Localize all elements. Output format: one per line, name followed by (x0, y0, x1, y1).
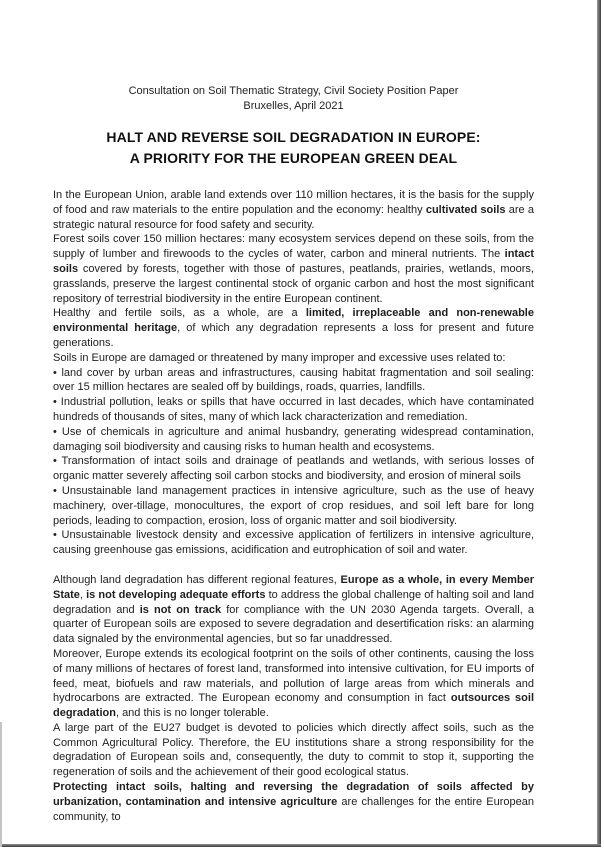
text-run: • Transformation of intact soils and drainage of peatlands and wetlands, with serious losses of organic matter severely affecting soil carbon stocks and biodiversity, and erosion of mineral soils (53, 455, 534, 483)
document-header (53, 84, 534, 114)
header-line-1: Consultation on Soil Thematic Strategy, Civil Society Position Paper (128, 85, 459, 97)
text-run: • land cover by urban areas and infrastructures, causing habitat fragmentation and soil sealing: over 15 million hectares are sealed off by buildings, roads, quarries, landfills. (53, 366, 534, 394)
bold-text-run: outsources soil degradation (53, 692, 535, 720)
text-run: • Unsustainable land management practices in intensive agriculture, such as the use of heavy machinery, over-tillage, monocultures, the export of crop residues, and soil left bare for long periods, leading to compaction, erosion, loss of organic matter and soil biodiversity. (53, 484, 534, 527)
text-run: • Use of chemicals in agriculture and animal husbandry, generating widespread contamination, damaging soil biodiversity and causing risks to human health and ecosystems. (53, 425, 534, 453)
page-content (53, 0, 534, 824)
page-edge-bottom (2, 844, 601, 847)
paragraph (53, 188, 534, 232)
title-line-1: HALT AND REVERSE SOIL DEGRADATION IN EUROPE: (106, 129, 481, 145)
text-run: • Industrial pollution, leaks or spills that have occurred in last decades, which have contaminated hundreds of thousands of sites, many of which lack characterization and remediation. (53, 396, 534, 423)
text-run: , of which any degradation represents a loss for present and future generations. (53, 322, 534, 349)
text-run: for compliance with the UN 2030 Agenda targets. Overall, a quarter of European soils are exposed to severe degradation and desertification risks: an alarming data signaled by the environmental agencies, but so far unaddressed. (53, 603, 534, 646)
paragraph (53, 232, 534, 306)
paragraph (53, 721, 534, 780)
paragraph (53, 528, 534, 558)
paragraph (53, 573, 534, 647)
bold-text-run: is not on track (139, 603, 222, 616)
page-edge-left (0, 722, 2, 847)
bold-text-run: Protecting intact soils, halting and reversing the degradation of soils affected by urbanization, contamination and intensive agriculture (53, 781, 534, 808)
text-run: covered by forests, together with those of pastures, peatlands, prairies, wetlands, moors, grasslands, preserve the largest continental stock of organic carbon and host the most significant repository of terrestrial biodiversity in the entire European continent. (53, 262, 534, 305)
document-body (53, 188, 534, 824)
bold-text-run: is not developing adequate efforts (86, 588, 266, 601)
text-run: , and this is no longer tolerable. (115, 707, 269, 720)
bold-text-run: cultivated soils (425, 203, 506, 216)
document-title (53, 127, 534, 169)
text-run: are challenges for the entire European community, to (53, 795, 534, 823)
paragraph (53, 780, 534, 824)
text-run: Although land degradation has different regional features, (53, 573, 341, 586)
text-run: are a strategic natural resource for food safety and security. (53, 203, 534, 231)
text-run: Forest soils cover 150 million hectares: many ecosystem services depend on these soils, from the supply of lumber and firewoods to the cycles of water, carbon and mineral nutrients. The (53, 233, 534, 261)
text-run: Moreover, Europe extends its ecological footprint on the soils of other continents, causing the loss of many millions of hectares of forest land, transformed into intensive cultivation, for EU imports of feed, meat, biofuels and raw materials, and pollution of large areas from which minerals and hydrocarbons are extracted. The European economy and consumption in fact (53, 647, 534, 705)
page-edge-right (597, 0, 601, 845)
paragraph (53, 306, 534, 350)
text-run: In the European Union, arable land extends over 110 million hectares, it is the basis for the supply of food and raw materials to the entire population and the economy: healthy (53, 189, 534, 216)
paragraph (53, 647, 534, 721)
text-run: A large part of the EU27 budget is devoted to policies which directly affect soils, such as the Common Agricultural Policy. Therefore, the EU institutions share a strong responsibility for the degradation of European soils and, consequently, the duty to commit to stop it, supporting the regeneration of soils and the achievement of their good ecological status. (53, 721, 534, 779)
text-run: , (79, 588, 87, 601)
paragraph (53, 395, 534, 425)
title-line-2: A PRIORITY FOR THE EUROPEAN GREEN DEAL (129, 150, 458, 166)
bold-text-run: limited, irreplaceable and non-renewable environmental heritage (53, 307, 534, 335)
text-run: • Unsustainable livestock density and excessive application of fertilizers in intensive agriculture, causing greenhouse gas emissions, acidification and eutrophication of soil and water. (53, 529, 534, 557)
bold-text-run: intact soils (53, 248, 534, 275)
text-run: to address the global challenge of halting soil and land degradation and (53, 588, 534, 616)
text-run: Soils in Europe are damaged or threatened by many improper and excessive uses related to: (53, 351, 506, 364)
paragraph (53, 454, 534, 484)
header-line-2: Bruxelles, April 2021 (243, 100, 344, 112)
paragraph (53, 366, 534, 396)
paragraph (53, 484, 534, 528)
text-run: Healthy and fertile soils, as a whole, are a (53, 307, 306, 320)
paragraph (53, 351, 534, 366)
bold-text-run: Europe as a whole, in every Member State (53, 573, 534, 601)
paragraph (53, 425, 534, 455)
